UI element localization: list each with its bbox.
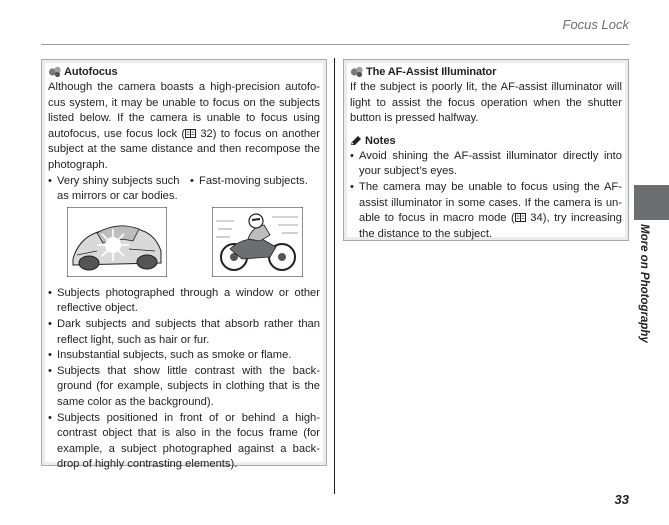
page-reference-icon: [185, 129, 196, 138]
page-reference-icon: [515, 213, 526, 222]
notes-list: [350, 149, 622, 243]
list-item: • Subjects photographed through a window or other reflective object.: [48, 286, 320, 317]
list-item: • Fast-moving subjects.: [190, 174, 320, 190]
running-header: Focus Lock: [562, 17, 629, 32]
notes-heading: Notes: [350, 133, 622, 149]
column-divider: [334, 58, 335, 494]
list-item: • Dark subjects and subjects that absorb rather than reflect light, such as hair or fur.: [48, 317, 320, 348]
autofocus-box: [41, 59, 327, 471]
bullet-columns: [48, 174, 320, 205]
list-item: • Subjects positioned in front of or behind a high-contrast object that is also in the focus frame (for example, a subject photographed against a back-drop of highly contrasting elements).: [48, 411, 320, 473]
camera-tip-icon: [350, 66, 364, 78]
autofocus-heading: Autofocus: [48, 64, 320, 79]
chapter-label: More on Photography: [638, 224, 650, 343]
chapter-tab: [634, 185, 669, 220]
list-item: • Insubstantial subjects, such as smoke or flame.: [48, 348, 320, 364]
af-assist-box: [343, 59, 629, 241]
pencil-icon: [350, 135, 362, 146]
autofocus-problem-list: [48, 286, 320, 473]
camera-tip-icon: [48, 66, 62, 78]
illustration-row: [48, 207, 320, 286]
af-assist-heading: The AF-Assist Illuminator: [350, 64, 622, 79]
autofocus-intro: Although the camera boasts a high-precision autofo-cus system, it may be unable to focus on the subjects listed below. If the camera is unable to focus using autofocus, use focus lock ( 32) to focus on another subject at the same distance and then recompose the photograph.: [48, 81, 321, 171]
shiny-car-illustration: [67, 207, 167, 277]
motorcycle-illustration: [212, 207, 303, 277]
list-item: • The camera may be unable to focus using the AF-assist illuminator in some cases. If the camera is un-able to focus in macro mode ( 34), try increasing the distance to the subject.: [350, 180, 622, 242]
list-item: • Avoid shining the AF-assist illuminator directly into your subject’s eyes.: [350, 149, 622, 180]
list-item: • Subjects that show little contrast with the back-ground (for example, subjects in clothing that is the same color as the background).: [48, 364, 320, 411]
list-item: • Very shiny subjects such as mirrors or car bodies.: [48, 174, 190, 205]
header-rule: [41, 44, 629, 45]
page-number: 33: [614, 492, 629, 507]
af-assist-intro: If the subject is poorly lit, the AF-assist illuminator will light to assist the focus operation when the shutter button is pressed halfway.: [350, 81, 622, 125]
